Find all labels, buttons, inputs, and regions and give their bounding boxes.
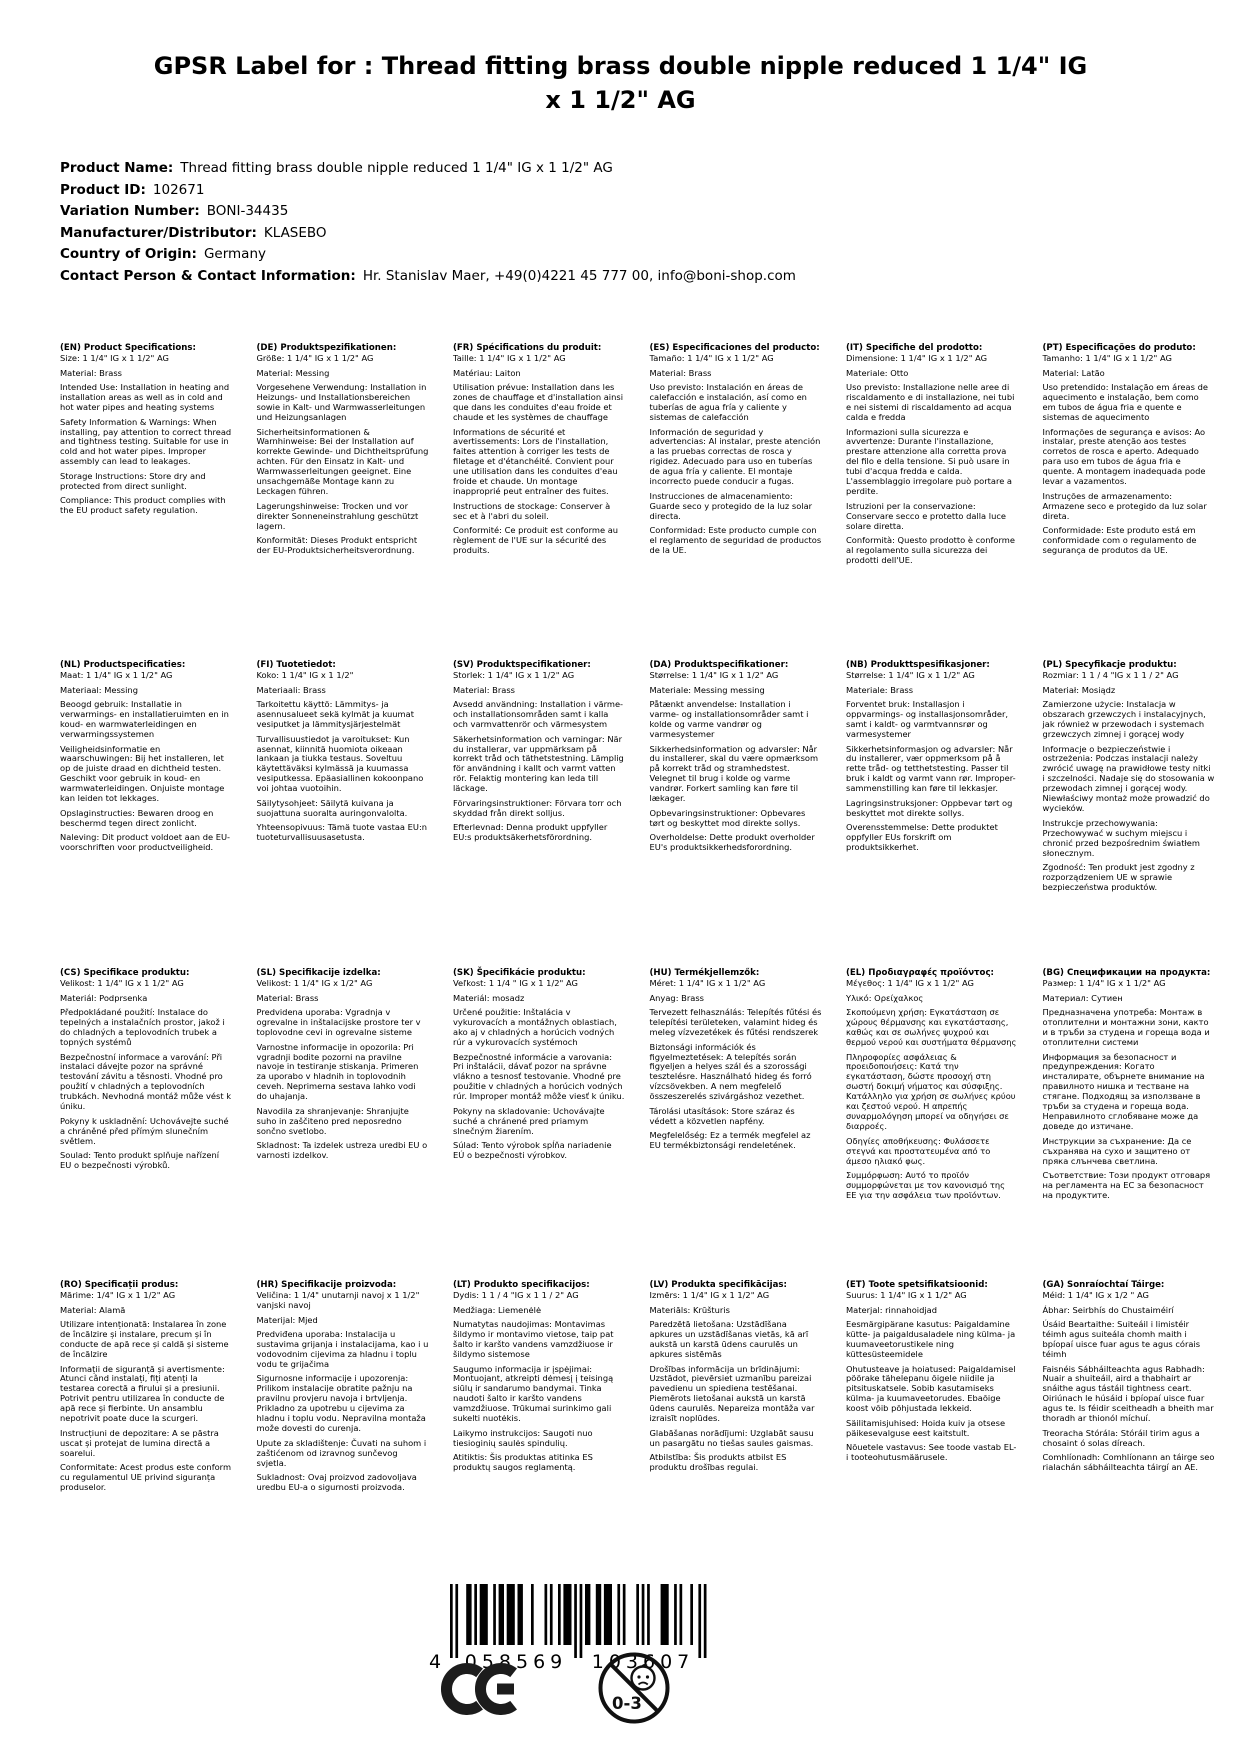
barcode-group2: 103607 [591, 1651, 695, 1673]
language-block-paragraph: Conformité: Ce produit est conforme au règlement de l'UE sur la sécurité des produits. [453, 525, 619, 556]
language-block-paragraph: Lagringsinstruksjoner: Oppbevar tørt og beskyttet mot direkte sollys. [846, 797, 1013, 818]
language-block-paragraph: Σκοπούμενη χρήση: Εγκατάσταση σε χώρους θέρμανσης και εγκατάστασης, καθώς και σε σωλήνες ψυχρού και θερμού νερού και συστήματα θέρμανσης [846, 1007, 1017, 1048]
language-block [60, 968, 232, 1280]
language-block-paragraph: Tarkoitettu käyttö: Lämmitys- ja asennusalueet sekä kylmät ja kuumat vesiputket ja lämmitysjärjestelmät [256, 699, 414, 730]
language-block-paragraph: Overensstemmelse: Dette produktet oppfyller EUs forskrift om produktsikkerhet. [846, 822, 998, 853]
language-block-paragraph: Informazioni sulla sicurezza e avvertenze: Durante l'installazione, prestare attenzione alla corretta prova del filo e della tensione. Si può usare in tubi d'acqua fredda e calda. L'assemblaggio irregolare può portare a perdite. [846, 426, 1013, 497]
language-block-paragraph: Materiál: Podprsenka [60, 992, 148, 1003]
language-block-title: (SL) Specifikacije izdelka: [256, 968, 381, 978]
language-block-paragraph: Dimensione: 1 1/4" IG x 1 1/2" AG [846, 353, 988, 364]
language-block-body [650, 671, 822, 853]
age-warning-0-3-icon [596, 1650, 672, 1730]
language-block [650, 660, 822, 968]
language-block-title: (ES) Especificaciones del producto: [649, 343, 820, 353]
language-block-title: (SV) Produktspecifikationer: [453, 660, 591, 670]
language-block-paragraph: Mărime: 1/4" IG x 1 1/2" AG [60, 1290, 176, 1301]
language-block [650, 1280, 822, 1610]
language-block-paragraph: Instrukcje przechowywania: Przechowywać w suchym miejscu i chronić przed bezpośrednim światłem słonecznym. [1042, 817, 1200, 858]
language-block [846, 1280, 1018, 1610]
product-info-value: KLASEBO [263, 224, 327, 241]
language-block-body [60, 1291, 232, 1493]
language-block-paragraph: Faisnéis Sábháilteachta agus Rabhadh: Nuair a shuiteáil, aird a thabhairt ar snáithe agus tástáil tightness ceart. Oiriúnach le húsáid i bpíopaí uisce fuar agus te. Is féidir sceitheadh a bheith mar thoradh ar thionól míchuí. [1042, 1363, 1214, 1424]
language-block-body [846, 354, 1018, 566]
language-block [453, 968, 625, 1280]
language-block-paragraph: Tervezett felhasználás: Telepítés fűtési és telepítési területeken, valamint hideg és meleg vízvezetékek és fűtési rendszerek [649, 1007, 822, 1038]
language-block-body [453, 354, 625, 556]
language-block-body [257, 1291, 429, 1493]
language-block-title: (SK) Špecifikácie produktu: [453, 968, 586, 978]
language-block-paragraph: Pokyny na skladovanie: Uchovávajte suché a chránené pred priamym slnečným žiarením. [453, 1105, 605, 1136]
language-block-paragraph: Tárolási utasítások: Store száraz és védett a közvetlen napfény. [649, 1105, 795, 1126]
language-block-title: (EL) Προδιαγραφές προϊόντος: [846, 968, 994, 978]
language-block-paragraph: Información de seguridad y advertencias: Al instalar, preste atención a las pruebas correctas de rosca y rigidez. Adecuado para uso en tuberías de agua fría y caliente. El montaje incorrecto puede conducir a fugas. [649, 426, 821, 487]
language-block-body [257, 671, 429, 843]
language-block-paragraph: Informații de siguranță și avertismente: Atunci când instalați, fiți atenți la testarea corectă a firului și a presiunii. Potrivit pentru utilizarea în conducte de apă rece și fierbinte. Un ansamblu nepotrivit poate duce la scurgeri. [60, 1363, 225, 1424]
language-block [60, 660, 232, 968]
language-block [846, 660, 1018, 968]
language-block-title: (NB) Produkttspesifikasjoner: [846, 660, 990, 670]
language-block-paragraph: Påtænkt anvendelse: Installation i varme- og installationsområder samt i kolde og varme vandrør og varmesystemer [649, 699, 809, 740]
language-block-paragraph: Materiál: mosadz [453, 992, 525, 1003]
language-block-paragraph: Informacje o bezpieczeństwie i ostrzeżenia: Podczas instalacji należy zwrócić uwagę na prawidłowe testy nitki i szczelności. Nadaje się do stosowania w przewodach zimnej i gorącej wody. Niewłaściwy montaż może prowadzić do wycieków. [1042, 743, 1215, 814]
language-block-paragraph: Varnostne informacije in opozorila: Pri vgradnji bodite pozorni na pravilne navoje in testiranje stiskanja. Primeren za uporabo v hladnih in toplovodnih ceveh. Neprimerna sestava lahko vodi do uhajanja. [256, 1041, 419, 1102]
language-block-paragraph: Určené použitie: Inštalácia v vykurovacích a montážnych oblastiach, ako aj v chladných a horúcich vodných rúr a vykurovacích systémoch [453, 1007, 617, 1048]
language-block-paragraph: Säilytysohjeet: Säilytä kuivana ja suojattuna suoralta auringonvalolta. [256, 797, 408, 818]
language-block-title: (NL) Productspecificaties: [60, 660, 186, 670]
language-block-body [453, 671, 625, 843]
language-block-paragraph: Súlad: Tento výrobok spĺňa nariadenie EÚ o bezpečnosti výrobkov. [453, 1140, 612, 1161]
language-block-paragraph: Instrucțiuni de depozitare: A se păstra uscat și protejat de lumina directă a soarelui. [60, 1427, 219, 1458]
language-block-paragraph: Avsedd användning: Installation i värme- och installationsområden samt i kalla och varmvattenrör och värmesystem [453, 699, 624, 730]
language-block-paragraph: Biztonsági információk és figyelmeztetések: A telepítés során figyeljen a helyes szál és a szorossági tesztelésre. Használható hideg és forró vízcsövekben. A nem megfelelő összeszerelés szivárgáshoz vezethet. [649, 1041, 812, 1102]
language-block-body [650, 979, 822, 1151]
language-block-paragraph: Beoogd gebruik: Installatie in verwarmings- en installatieruimten en in koud- en warmwaterleidingen en verwarmingssystemen [60, 699, 229, 740]
language-block-paragraph: Opslaginstructies: Bewaren droog en beschermd tegen direct zonlicht. [60, 807, 214, 828]
language-block-paragraph: Material: Alamă [60, 1304, 126, 1315]
language-block-paragraph: Predvidena uporaba: Vgradnja v ogrevalne in inštalacijske prostore ter v toplovodne cevi in ogrevalne sisteme [256, 1007, 421, 1038]
language-block-paragraph: Uso previsto: Installazione nelle aree di riscaldamento e di installazione, nei tubi e nei sistemi di riscaldamento ad acqua calda e fredda [846, 382, 1015, 423]
language-block-title: (GA) Sonraíochtaí Táirge: [1042, 1280, 1165, 1290]
language-block-paragraph: Säilitamisjuhised: Hoida kuiv ja otsese päikesevalguse eest kaitstult. [846, 1417, 1006, 1438]
product-info-label: Country of Origin: [60, 246, 197, 262]
language-block-body [60, 671, 232, 853]
barcode-lead-digit: 4 [429, 1651, 442, 1673]
language-block-paragraph: Forventet bruk: Installasjon i oppvarmings- og installasjonsområder, samt i kaldt- og varmtvannsrør og varmesystemer [846, 699, 1008, 740]
language-blocks-grid [60, 343, 1215, 1610]
product-info-value: Germany [203, 246, 266, 262]
language-block [60, 343, 232, 660]
language-block-paragraph: Sukladnost: Ovaj proizvod zadovoljava uredbu EU-a o sigurnosti proizvoda. [256, 1472, 417, 1493]
language-block-paragraph: Méret: 1 1/4" IG x 1 1/2" AG [649, 978, 766, 989]
product-info-value: Hr. Stanislav Maer, +49(0)4221 45 777 00, info@boni-shop.com [362, 267, 796, 284]
product-info-line [60, 180, 796, 202]
language-block-paragraph: Bezpečnostní informace a varování: Při instalaci dávejte pozor na správné testování závitu a těsnosti. Vhodné pro použití v chladných a teplovodních trubkách. Nevhodná montáž může vést k úniku. [60, 1051, 232, 1112]
language-block-paragraph: Upute za skladištenje: Čuvati na suhom i zaštićenom od izravnog sunčevog svjetla. [256, 1437, 427, 1468]
ce-mark-icon [440, 1661, 520, 1721]
language-block-paragraph: Konformität: Dieses Produkt entspricht der EU-Produktsicherheitsverordnung. [256, 535, 418, 556]
language-block-title: (HR) Specifikacije proizvoda: [256, 1280, 397, 1290]
language-block-paragraph: Saugumo informacija ir įspėjimai: Montuojant, atkreipti dėmesį į teisingą siūlų ir sandarumo bandymai. Tinka naudoti šalto ir karšto vandens vamzdžiuose. Trūkumai surinkimo gali sukelti nuotėkis. [453, 1363, 614, 1424]
language-block-body [650, 354, 822, 556]
language-block-paragraph: Veľkost: 1 1/4 " IG x 1 1/2" AG [453, 978, 578, 989]
language-block-paragraph: Safety Information & Warnings: When installing, pay attention to correct thread and tightness testing. Suitable for use in cold and hot water pipes. Improper assembly can lead to leakages. [60, 416, 232, 467]
language-block-paragraph: Maat: 1 1/4" IG x 1 1/2" AG [60, 670, 173, 681]
barcode-bars [450, 1584, 707, 1658]
language-block-paragraph: Sicherheitsinformationen & Warnhinweise: Bei der Installation auf korrekte Gewinde- und Dichtheitsprüfung achten. Für den Einsatz in Kalt- und Warmwasserleitungen geeignet. Eine unsachgemäße Montage kann zu Leckagen führen. [256, 426, 429, 497]
language-block-body [846, 979, 1018, 1201]
language-block-paragraph: Zamierzone użycie: Instalacja w obszarach grzewczych i instalacyjnych, jak również w przewodach i systemach grzewczych zimnej i gorącej wody [1042, 699, 1206, 740]
language-block-paragraph: Materijal: Mjed [256, 1314, 318, 1325]
language-block-paragraph: Material: Messing [256, 367, 330, 378]
product-info-line [60, 158, 796, 180]
language-block-paragraph: Material: Brass [453, 684, 515, 695]
language-block-paragraph: Istruzioni per la conservazione: Conservare secco e protetto dalla luce solare diretta. [846, 500, 1006, 531]
language-block-paragraph: Vorgesehene Verwendung: Installation in Heizungs- und Installationsbereichen sowie in Kalt- und Warmwasserleitungen und Heizungsanlagen [256, 382, 427, 423]
language-block-paragraph: Pokyny k uskladnění: Uchovávejte suché a chráněné před přímým slunečním světlem. [60, 1115, 229, 1146]
language-block-title: (FR) Spécifications du produit: [453, 343, 602, 353]
product-info-line [60, 201, 796, 223]
language-block-paragraph: Sikkerhedsinformation og advarsler: Når du installerer, skal du være opmærksom på korrekt tråd og stramhedstest. Velegnet til brug i kolde og varme vandrør. Forkert samling kan føre til lækager. [649, 743, 819, 804]
language-block-paragraph: Υλικό: Ορείχαλκος [846, 992, 924, 1003]
language-block-paragraph: Utilizare intenționată: Instalarea în zone de încălzire și instalare, precum și în conducte de apă rece și caldă și sisteme de încălzire [60, 1319, 229, 1360]
language-block-paragraph: Compliance: This product complies with the EU product safety regulation. [60, 495, 226, 516]
language-block-paragraph: Drošības informācija un brīdinājumi: Uzstādot, pievērsiet uzmanību pareizai pavedienu un spiediena testēšanai. Piemērots lietošanai aukstā un karstā ūdens caurulēs. Nepareiza montāža var izraisīt noplūdes. [649, 1363, 815, 1424]
language-block-paragraph: Zgodność: Ten produkt jest zgodny z rozporządzeniem UE w sprawie bezpieczeństwa produktów. [1042, 862, 1195, 892]
language-block [60, 1280, 232, 1610]
product-info-label: Variation Number: [60, 203, 200, 219]
language-block-body [846, 1291, 1018, 1463]
language-block [257, 343, 429, 660]
language-block-paragraph: Atitiktis: Šis produktas atitinka ES produktų saugos reglamentą. [453, 1452, 593, 1473]
language-block-paragraph: Méid: 1 1/4" IG x 1/2 " AG [1042, 1290, 1149, 1301]
language-block-paragraph: Turvallisuustiedot ja varoitukset: Kun asennat, kiinnitä huomiota oikeaan lankaan ja tiukka testaus. Soveltuu käytettäväksi kylmässä ja kuumassa vesiputkessa. Epäasiallinen kokoonpano voi johtaa vuotoihin. [256, 733, 424, 794]
language-block [1043, 968, 1215, 1280]
language-block-paragraph: Conformidade: Este produto está em conformidade com o regulamento de segurança de produtos da UE. [1042, 525, 1197, 556]
language-block [453, 343, 625, 660]
language-block-paragraph: Skladnost: Ta izdelek ustreza uredbi EU o varnosti izdelkov. [256, 1140, 428, 1161]
language-block-paragraph: Instrucciones de almacenamiento: Guarde seco y protegido de la luz solar directa. [649, 490, 813, 521]
language-block-body [846, 671, 1018, 853]
language-block-paragraph: Efterlevnad: Denna produkt uppfyller EU:s produktsäkerhetsförordning. [453, 822, 608, 843]
language-block-paragraph: Paredzētā lietošana: Uzstādīšana apkures un uzstādīšanas vietās, kā arī aukstā un karstā ūdens caurulēs un apkures sistēmās [649, 1319, 809, 1360]
language-block-paragraph: Overholdelse: Dette produkt overholder EU's produktsikkerhedsforordning. [649, 832, 815, 853]
barcode-group1: 058569 [464, 1651, 568, 1673]
language-block-paragraph: Předpokládané použití: Instalace do tepelných a instalačních prostor, jakož i do chladných a teplovodních trubek a topných systémů [60, 1007, 225, 1048]
language-block-paragraph: Materiaali: Brass [256, 684, 326, 695]
language-block-paragraph: Størrelse: 1 1/4" IG x 1 1/2" AG [649, 670, 779, 681]
language-block-paragraph: Materiale: Brass [846, 684, 914, 695]
language-block-paragraph: Conformitate: Acest produs este conform cu regulamentul UE privind siguranța produselor. [60, 1462, 232, 1493]
language-block-paragraph: Eesmärgipärane kasutus: Paigaldamine kütte- ja paigaldusaladele ning külma- ja kuumaveetorustikele ning küttesüsteemidele [846, 1319, 1016, 1360]
language-block-paragraph: Megfelelőség: Ez a termék megfelel az EU termékbiztonsági rendeletének. [649, 1130, 811, 1151]
language-block-paragraph: Инструкции за съхранение: Да се съхранява на сухо и защитено от пряка слънчева светлина. [1042, 1135, 1192, 1166]
language-block-body [257, 354, 429, 556]
language-block-paragraph: Πληροφορίες ασφάλειας & προειδοποιήσεις: Κατά την εγκατάσταση, δώστε προσοχή στη σωστή δοκιμή νήματος και σύσφιξης. Κατάλληλο για χρήση σε σωλήνες κρύου και ζεστού νερού. Η απρεπής συναρμολόγηση μπορεί να οδηγήσει σε διαρροές. [846, 1051, 1016, 1132]
language-block-title: (LV) Produkta specifikācijas: [649, 1280, 787, 1290]
language-block-paragraph: Nõuetele vastavus: See toode vastab EL-i tooteohutusmäärusele. [846, 1442, 1017, 1463]
language-block-paragraph: Medžiaga: Liemenėlė [453, 1304, 542, 1315]
language-block-paragraph: Bezpečnostné informácie a varovania: Pri inštalácii, dávať pozor na správne vlákno a tesnosť testovanie. Vhodné pre použitie v chladných a horúcich vodných rúr. Improper montáž môže viesť k úniku. [453, 1051, 625, 1102]
product-info-label: Contact Person & Contact Information: [60, 267, 356, 284]
language-block-title: (DE) Produktspezifikationen: [256, 343, 397, 353]
product-info-label: Product ID: [60, 181, 146, 198]
language-block-paragraph: Treoracha Stórála: Stóráil tirim agus a chosaint ó solas díreach. [1042, 1427, 1200, 1448]
language-block-paragraph: Glabāšanas norādījumi: Uzglabāt sausu un pasargātu no tiešas saules gaismas. [649, 1427, 814, 1448]
language-block-paragraph: Instructions de stockage: Conserver à sec et à l'abri du soleil. [453, 500, 611, 521]
language-block-paragraph: Materiaal: Messing [60, 684, 138, 695]
language-block-paragraph: Größe: 1 1/4" IG x 1 1/2" AG [256, 353, 374, 364]
language-block [257, 968, 429, 1280]
language-block-paragraph: Utilisation prévue: Installation dans les zones de chauffage et d'installation ainsi que dans les conduites d'eau froide et chaude et les systèmes de chauffage [453, 382, 624, 423]
language-block-paragraph: Storlek: 1 1/4" IG x 1 1/2" AG [453, 670, 575, 681]
language-block [1043, 343, 1215, 660]
language-block-paragraph: Intended Use: Installation in heating and installation areas as well as in cold and hot water pipes and heating systems [60, 382, 230, 413]
language-block-paragraph: Material: Brass [256, 992, 319, 1003]
language-block-title: (BG) Спецификации на продукта: [1042, 968, 1211, 978]
language-block-paragraph: Materiał: Mosiądz [1042, 684, 1116, 695]
language-block-body [60, 354, 232, 516]
language-block-paragraph: Taille: 1 1/4" IG x 1 1/2" AG [453, 353, 566, 364]
language-block-paragraph: Atbilstība: Šis produkts atbilst ES produktu drošības regulai. [649, 1452, 787, 1473]
language-block-paragraph: Materiale: Messing messing [649, 684, 765, 695]
page-title: GPSR Label for : Thread fitting brass double nipple reduced 1 1/4" IG x 1 1/2" AG [153, 52, 1088, 114]
language-block-paragraph: Størrelse: 1 1/4" IG x 1 1/2" AG [846, 670, 975, 681]
language-block-paragraph: Предназначена употреба: Монтаж в отоплителни и монтажни зони, както и в тръби за студена и гореща вода и отоплителни системи [1042, 1007, 1210, 1048]
language-block-paragraph: Conformidad: Este producto cumple con el reglamento de seguridad de productos de la UE. [649, 525, 822, 556]
language-block [257, 1280, 429, 1610]
language-block-title: (HU) Termékjellemzők: [649, 968, 760, 978]
language-block-title: (EN) Product Specifications: [60, 343, 196, 353]
language-block-title: (DA) Produktspecifikationer: [649, 660, 789, 670]
product-info-line [60, 223, 796, 245]
language-block-paragraph: Storage Instructions: Store dry and protected from direct sunlight. [60, 470, 206, 491]
language-block-paragraph: Rozmiar: 1 1 / 4 "IG x 1 1 / 2" AG [1042, 670, 1179, 681]
language-block [453, 660, 625, 968]
language-block-paragraph: Opbevaringsinstruktioner: Opbevares tørt og beskyttet mod direkte sollys. [649, 807, 806, 828]
language-block [257, 660, 429, 968]
language-block-paragraph: Materiale: Otto [846, 367, 909, 378]
language-block [846, 343, 1018, 660]
language-block-body [257, 979, 429, 1161]
language-block-paragraph: Soulad: Tento produkt splňuje nařízení EU o bezpečnosti výrobků. [60, 1150, 220, 1171]
language-block-paragraph: Navodila za shranjevanje: Shranjujte suho in zaščiteno pred neposredno sončno svetlobo. [256, 1105, 409, 1136]
language-block [453, 1280, 625, 1610]
language-block [1043, 1280, 1215, 1610]
language-block-paragraph: Material: Brass [60, 367, 122, 378]
product-info-line [60, 244, 796, 266]
language-block-title: (LT) Produkto specifikacijos: [453, 1280, 590, 1290]
language-block-title: (PT) Especificações do produto: [1042, 343, 1196, 353]
language-block-paragraph: Material: Brass [649, 367, 712, 378]
language-block-paragraph: Koko: 1 1/4" IG x 1 1/2" [256, 670, 354, 681]
language-block-body [1043, 354, 1215, 556]
language-block-title: (PL) Specyfikacje produktu: [1042, 660, 1177, 670]
language-block-paragraph: Predviđena uporaba: Instalacija u sustavima grijanja i instalacijama, kao i u vodovodnim cijevima za hladnu i toplu vodu te grijačima [256, 1329, 429, 1370]
language-block-paragraph: Материал: Сутиен [1042, 992, 1123, 1003]
language-block-paragraph: Uso pretendido: Instalação em áreas de aquecimento e instalação, bem como em tubos de água fria e quente e sistemas de aquecimento [1042, 382, 1208, 423]
language-block-body [453, 1291, 625, 1473]
language-block-paragraph: Velikost: 1 1/4" IG x 1/2" AG [256, 978, 373, 989]
product-info-line [60, 266, 796, 288]
language-block-body [453, 979, 625, 1161]
language-block-paragraph: Úsáid Beartaithe: Suiteáil i limistéir téimh agus suiteála chomh maith i bpíopaí uisce fuar agus te agus córais téimh [1042, 1319, 1201, 1360]
language-block [650, 343, 822, 660]
language-block-paragraph: Μέγεθος: 1 1/4" IG x 1 1/2" AG [846, 978, 974, 989]
language-block-paragraph: Информация за безопасност и предупреждения: Когато инсталирате, обърнете внимание на правилното нишка и тестване на стягане. Подходящ за използване в тръби за студена и гореща вода. Неправилното сглобяване може да доведе до изтичане. [1042, 1051, 1205, 1132]
language-block-body [60, 979, 232, 1171]
language-block-paragraph: Veiligheidsinformatie en waarschuwingen: Bij het installeren, let op de juiste draad en dichtheid testen. Geschikt voor gebruik in koud- en warmwaterleidingen. Onjuiste montage kan leiden tot lekkages. [60, 743, 225, 804]
product-info-label: Manufacturer/Distributor: [60, 224, 257, 241]
language-block-paragraph: Informações de segurança e avisos: Ao instalar, preste atenção aos testes corretos de rosca e aperto. Adequado para uso em tubos de água fria e quente. A montagem inadequada pode levar a vazamentos. [1042, 426, 1206, 487]
language-block-paragraph: Ábhar: Seirbhís do Chustaiméirí [1042, 1304, 1174, 1315]
language-block-paragraph: Uso previsto: Instalación en áreas de calefacción e instalación, así como en tuberías de agua fría y caliente y sistemas de calefacción [649, 382, 807, 423]
language-block-paragraph: Förvaringsinstruktioner: Förvara torr och skyddad från direkt solljus. [453, 797, 622, 818]
language-block-paragraph: Yhteensopivuus: Tämä tuote vastaa EU:n tuoteturvallisuusasetusta. [256, 822, 428, 843]
language-block-body [650, 1291, 822, 1473]
language-block-paragraph: Laikymo instrukcijos: Saugoti nuo tiesioginių saulės spindulių. [453, 1427, 593, 1448]
language-block-paragraph: Naleving: Dit product voldoet aan de EU-voorschriften voor productveiligheid. [60, 832, 231, 853]
language-block-title: (FI) Tuotetiedot: [256, 660, 336, 670]
language-block-paragraph: Tamanho: 1 1/4" IG x 1 1/2" AG [1042, 353, 1172, 364]
language-block-paragraph: Säkerhetsinformation och varningar: När du installerar, var uppmärksam på korrekt tråd och täthetstestning. Lämplig för användning i kallt och varmt vatten rör. Felaktig montering kan leda till läckage. [453, 733, 624, 794]
language-block-paragraph: Velikost: 1 1/4" IG x 1 1/2" AG [60, 978, 184, 989]
language-block-title: (ET) Toote spetsifikatsioonid: [846, 1280, 988, 1290]
product-info [60, 158, 796, 287]
language-block-paragraph: Veličina: 1 1/4" unutarnji navoj x 1 1/2" vanjski navoj [256, 1290, 420, 1311]
language-block-paragraph: Размер: 1 1/4" IG x 1 1/2" AG [1042, 978, 1166, 989]
language-block-title: (RO) Specificații produs: [60, 1280, 179, 1290]
language-block-paragraph: Suurus: 1 1/4" IG x 1 1/2" AG [846, 1290, 967, 1301]
product-info-value: 102671 [152, 181, 205, 198]
language-block-paragraph: Sigurnosne informacije i upozorenja: Prilikom instalacije obratite pažnju na pravilnu provjeru navoja i brtvljenja. Prikladno za upotrebu u cijevima za hladnu i toplu vodu. Nepravilna montaža može dovesti do curenja. [256, 1373, 426, 1434]
language-block-title: (CS) Specifikace produktu: [60, 968, 190, 978]
language-block-paragraph: Informations de sécurité et avertissements: Lors de l'installation, faites attention à corriger les tests de filetage et d'étanchéité. Convient pour une utilisation dans les conduites d'eau froide et chaude. Un montage inapproprié peut entraîner des fuites. [453, 426, 618, 497]
language-block-paragraph: Συμμόρφωση: Αυτό το προϊόν συμμορφώνεται με τον κανονισμό της ΕΕ για την ασφάλεια των προϊόντων. [846, 1170, 1006, 1200]
language-block-paragraph: Съответствие: Този продукт отговаря на регламента на ЕС за безопасност на продуктите. [1042, 1170, 1211, 1200]
language-block-paragraph: Comhlíonadh: Comhlíonann an táirge seo rialachán sábháilteachta táirgí an AE. [1042, 1452, 1215, 1473]
language-block [846, 968, 1018, 1280]
language-block-paragraph: Izmērs: 1 1/4" IG x 1 1/2" AG [649, 1290, 770, 1301]
baby-face-icon [632, 1667, 655, 1690]
language-block-paragraph: Materjal: rinnahoidjad [846, 1304, 938, 1315]
language-block-body [1043, 979, 1215, 1201]
language-block-paragraph: Οδηγίες αποθήκευσης: Φυλάσσετε στεγνά και προστατευμένα από το άμεσο ηλιακό φως. [846, 1135, 991, 1166]
language-block-paragraph: Sikkerhetsinformasjon og advarsler: Når du installerer, vær oppmerksom på å rette tråd- og tetthetstesting. Passer til bruk i kaldt og varmt vann rør. Improper-sammenstilling kan føre til lekkasjer. [846, 743, 1016, 794]
language-block-title: (IT) Specifiche del prodotto: [846, 343, 983, 353]
language-block-paragraph: Size: 1 1/4" IG x 1 1/2" AG [60, 353, 169, 364]
language-block-body [1043, 1291, 1215, 1473]
language-block-paragraph: Numatytas naudojimas: Montavimas šildymo ir montavimo vietose, taip pat šalto ir karšto vandens vamzdžiuose ir šildymo sistemose [453, 1319, 614, 1360]
language-block [650, 968, 822, 1280]
language-block [1043, 660, 1215, 968]
language-block-paragraph: Ohutusteave ja hoiatused: Paigaldamisel pöörake tähelepanu õigele niidile ja pitsituskatsele. Sobib kasutamiseks külma- ja kuumaveetorudes. Ebaõige koost võib põhjustada lekkeid. [846, 1363, 1016, 1414]
language-block-paragraph: Tamaño: 1 1/4" IG x 1 1/2" AG [649, 353, 774, 364]
language-block-paragraph: Conformità: Questo prodotto è conforme al regolamento sulla sicurezza dei prodotti dell'UE. [846, 535, 1015, 565]
language-block-paragraph: Instruções de armazenamento: Armazene seco e protegido da luz solar direta. [1042, 490, 1207, 521]
age-range-label: 0-3 [612, 1694, 642, 1713]
language-block-paragraph: Dydis: 1 1 / 4 "IG x 1 1 / 2" AG [453, 1290, 579, 1301]
language-block-paragraph: Anyag: Brass [649, 992, 704, 1003]
language-block-paragraph: Matériau: Laiton [453, 367, 521, 378]
language-block-paragraph: Lagerungshinweise: Trocken und vor direkter Sonneneinstrahlung geschützt lagern. [256, 500, 419, 531]
product-info-value: Thread fitting brass double nipple reduced 1 1/4" IG x 1 1/2" AG [180, 160, 613, 176]
language-block-paragraph: Material: Latão [1042, 367, 1105, 378]
language-block-body [1043, 671, 1215, 893]
product-info-label: Product Name: [60, 160, 174, 176]
product-info-value: BONI-34435 [206, 203, 289, 219]
language-block-paragraph: Materiāls: Krūšturis [649, 1304, 730, 1315]
